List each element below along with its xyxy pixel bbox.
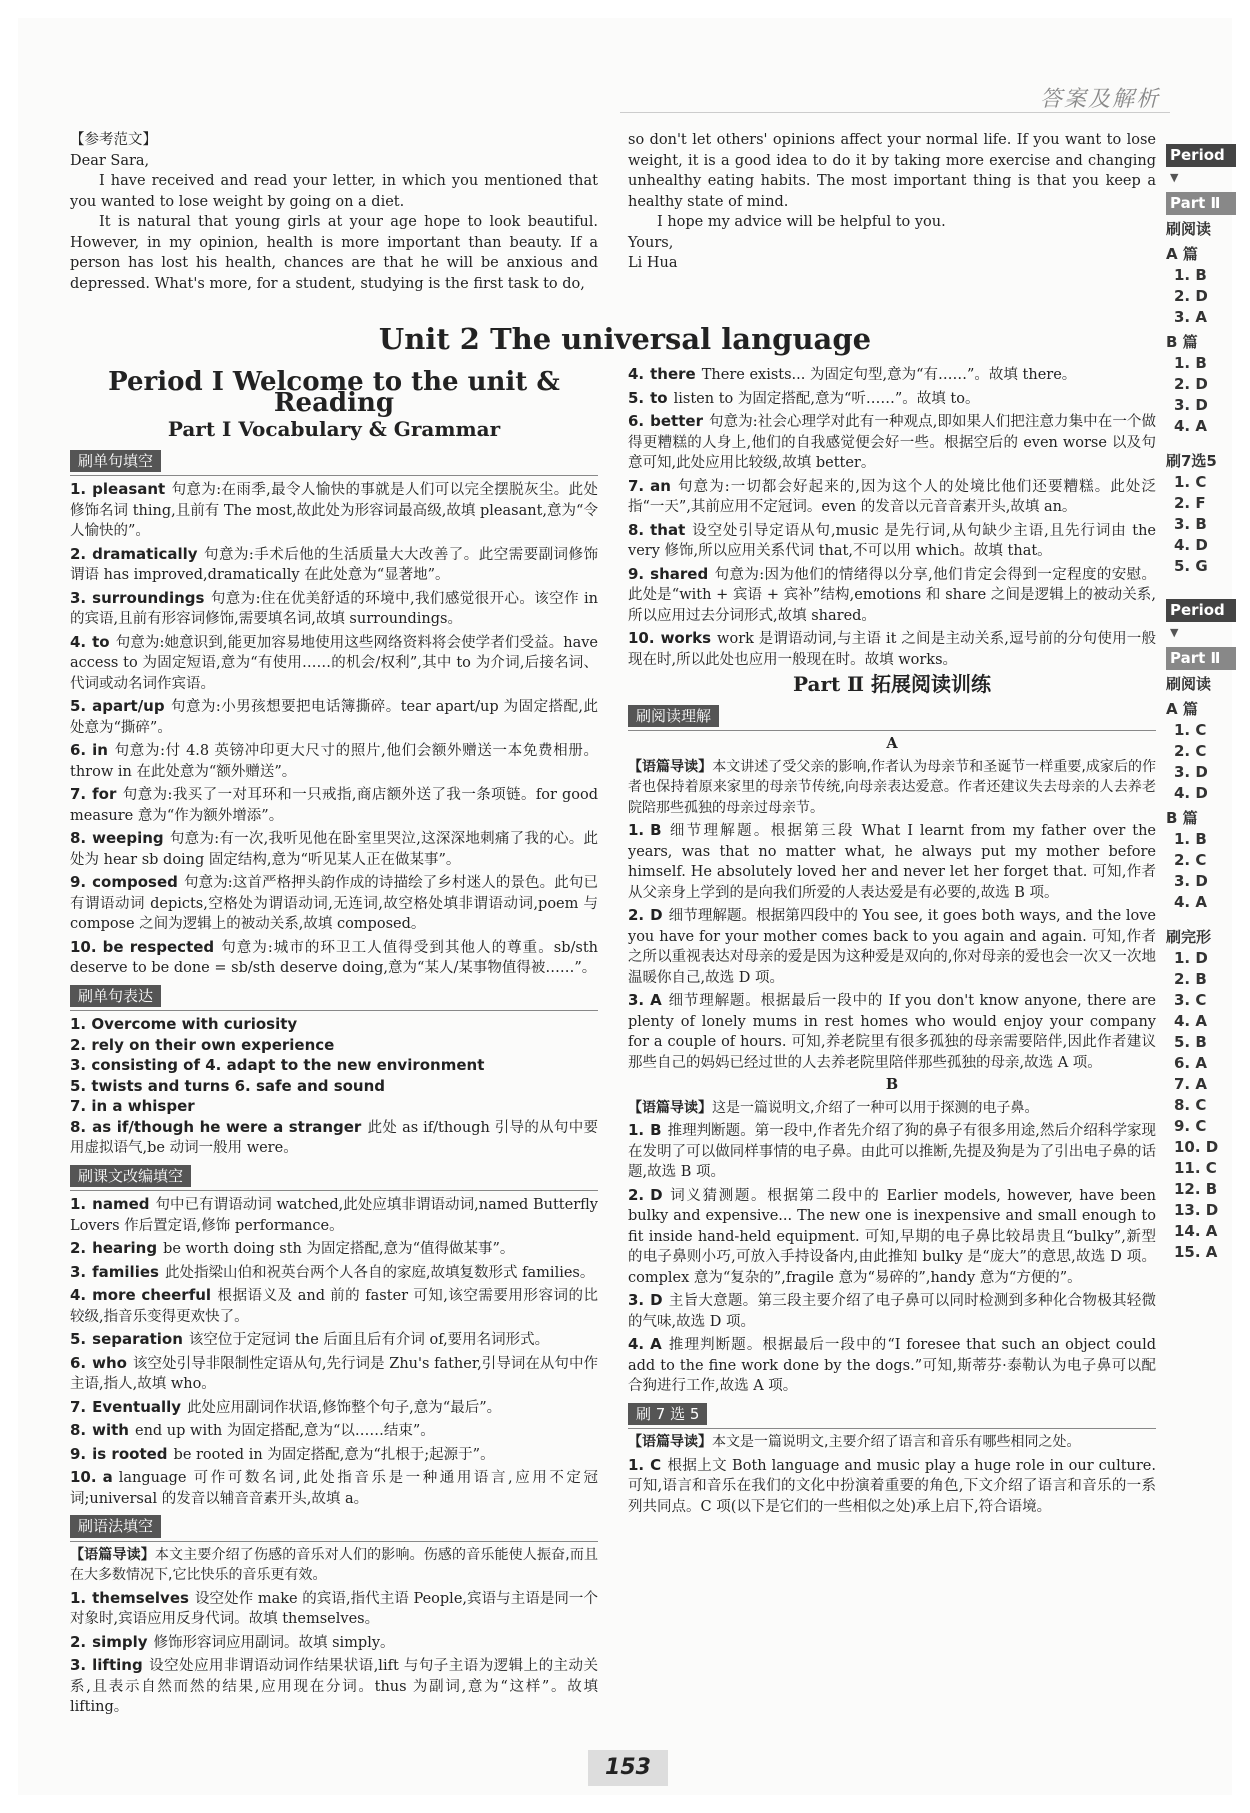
sidebar-heading: 刷7选5 xyxy=(1166,452,1217,470)
sidebar-item: 5. G xyxy=(1174,557,1208,575)
sidebar-item: 13. D xyxy=(1174,1201,1219,1219)
list-item: 3. surroundings 句意为:住在优美舒适的环境中,我们感觉很开心。该空作 in 的宾语,且前有形容词修饰,需要填名词,故填 surroundings。 xyxy=(70,588,598,627)
sidebar-item: 12. B xyxy=(1174,1180,1218,1198)
page-number: 153 xyxy=(588,1750,668,1786)
list-item: 2. hearing be worth doing sth 为固定搭配,意为“值得做某事”。 xyxy=(70,1239,515,1257)
right-column xyxy=(628,364,1156,1519)
list-item: 10. be respected 句意为:城市的环卫工人值得受到其他人的尊重。sb/sth deserve to be done = sb/sth deserve doing,意为“某人/某事物值得被……”。 xyxy=(70,937,598,976)
fill-words-list xyxy=(70,479,598,979)
sidebar-heading: 刷阅读 xyxy=(1166,675,1212,693)
sidebar-item: 2. D xyxy=(1174,287,1208,305)
list-item: 3. lifting 设空处应用非谓语动词作结果状语,lift 与句子主语为逻辑上的主动关系,且表示自然而然的结果,应用现在分词。thus 为副词,意为“这样”。故填 lifting。 xyxy=(70,1656,598,1715)
list-item: 8. that 设空处引导定语从句,music 是先行词,从句缺少主语,且先行词由 the very 修饰,所以应用关系代词 that,不可以用 which。故填 that。 xyxy=(628,520,1156,559)
list-item: 2. dramatically 句意为:手术后他的生活质量大大改善了。此空需要副词修饰谓语 has improved,dramatically 在此处意为“显著地”。 xyxy=(70,544,598,583)
section-7of5 xyxy=(628,1399,1156,1430)
list-item: 8. weeping 句意为:有一次,我听见他在卧室里哭泣,这深深地刺痛了我的心。此处为 hear sb doing 固定结构,意为“听见某人正在做某事”。 xyxy=(70,829,598,868)
list-item: 5. to listen to 为固定搭配,意为“听……”。故填 to。 xyxy=(628,388,980,407)
list-item: 6. in 句意为:付 4.8 英镑冲印更大尺寸的照片,他们会额外赠送一本免费相册。throw in 在此处意为“额外赠送”。 xyxy=(70,741,598,780)
sidebar-item: 2. F xyxy=(1174,494,1206,512)
chevron-down-icon: ▼ xyxy=(1170,626,1179,639)
list-item: 4. there There exists... 为固定句型,意为“有……”。故填 there。 xyxy=(628,365,1077,383)
sidebar-period-tag: Period xyxy=(1166,144,1236,167)
list-item: 7. for 句意为:我买了一对耳环和一只戒指,商店额外送了我一条项链。for good measure 意为“作为额外增添”。 xyxy=(70,785,598,824)
section-reading xyxy=(628,701,1156,732)
text-fill-list xyxy=(70,1194,598,1509)
sidebar-period-tag: Period xyxy=(1166,599,1236,622)
section-text-fill xyxy=(70,1161,598,1192)
sidebar-item: 8. C xyxy=(1174,1096,1207,1114)
sidebar-group: A 篇 xyxy=(1166,700,1198,718)
section-sentence xyxy=(70,981,598,1012)
sidebar-item: 2. C xyxy=(1174,851,1207,869)
passage-b-label: B xyxy=(885,1076,899,1093)
sidebar-heading: 刷阅读 xyxy=(1166,220,1212,238)
sidebar-group: B 篇 xyxy=(1166,333,1198,351)
sidebar-part-tag: Part Ⅱ xyxy=(1166,647,1236,670)
grammar-guide: 【语篇导读】本文主要介绍了伤感的音乐对人们的影响。伤感的音乐能使人振奋,而且在大多数情况下,它比快乐的音乐更有效。 xyxy=(70,1546,599,1583)
sidebar-item: 2. C xyxy=(1174,742,1207,760)
list-item: 6. who 该空处引导非限制性定语从句,先行词是 Zhu's father,引导词在从句中作主语,指人,故填 who。 xyxy=(70,1353,598,1392)
sidebar-item: 14. A xyxy=(1174,1222,1218,1240)
sidebar-item: 7. A xyxy=(1174,1075,1207,1093)
part2-title: Part Ⅱ 拓展阅读训练 xyxy=(792,672,992,696)
sidebar-part-tag: Part Ⅱ xyxy=(1166,192,1236,215)
sidebar-item: 10. D xyxy=(1174,1138,1219,1156)
section-label: 刷单句表达 xyxy=(70,985,161,1008)
passage-a-guide: 【语篇导读】本文讲述了受父亲的影响,作者认为母亲节和圣诞节一样重要,成家后的作者也保持着原来家里的母亲节传统,向母亲表达爱意。作者还建议失去母亲的人去养老院陪那些孤独的母亲过母亲节。 xyxy=(628,758,1157,816)
passage-c-guide: 【语篇导读】本文是一篇说明文,主要介绍了语言和音乐有哪些相同之处。 xyxy=(628,1434,1081,1450)
list-item: 3. consisting of 4. adapt to the new environment xyxy=(70,1056,485,1074)
period-title: Period Ⅰ Welcome to the unit & Reading xyxy=(108,367,560,418)
sidebar-item: 11. C xyxy=(1174,1159,1217,1177)
list-item: 5. separation 该空位于定冠词 the 后面且后有介词 of,要用名词形式。 xyxy=(70,1330,550,1348)
header-rule xyxy=(620,112,1170,113)
sidebar-item: 1. B xyxy=(1174,830,1207,848)
sidebar-item: 4. A xyxy=(1174,1012,1207,1030)
section-label: 刷课文改编填空 xyxy=(70,1165,191,1188)
sidebar-item: 3. A xyxy=(1174,308,1207,326)
left-column xyxy=(70,367,599,1720)
sidebar-item: 2. B xyxy=(1174,970,1207,988)
list-item: 2. rely on their own experience xyxy=(70,1035,335,1054)
sidebar-item: 3. D xyxy=(1174,763,1208,781)
sidebar-item: 9. C xyxy=(1174,1117,1207,1135)
section-label: 刷阅读理解 xyxy=(628,705,719,728)
sidebar-item: 6. A xyxy=(1174,1054,1207,1072)
section-label: 刷 7 选 5 xyxy=(628,1403,707,1426)
sidebar-item: 1. B xyxy=(1174,266,1207,284)
list-item: 9. shared 句意为:因为他们的情绪得以分享,他们肯定会得到一定程度的安慰。此处是“with + 宾语 + 宾补”结构,emotions 和 share 之间是逻辑上的被动关系,所以应用过去分词形式,故填 shared。 xyxy=(628,564,1156,624)
section-fill-words xyxy=(70,446,598,477)
chevron-down-icon: ▼ xyxy=(1170,171,1179,184)
sidebar-item: 4. A xyxy=(1174,417,1207,435)
list-item: 1. pleasant 句意为:在雨季,最令人愉快的事就是人们可以完全摆脱灰尘。此处修饰名词 thing,且前有 The most,故此处为形容词最高级,故填 pleasant,意为“令人愉快的”。 xyxy=(70,480,598,539)
sidebar-item: 1. C xyxy=(1174,473,1207,491)
list-item: 4. more cheerful 根据语义及 and 前的 faster 可知,该空需要用形容词的比较级,指音乐变得更欢快了。 xyxy=(70,1286,598,1325)
list-item: 1. Overcome with curiosity xyxy=(70,1015,298,1033)
sidebar-item: 3. C xyxy=(1174,991,1207,1009)
list-item: 3. D 主旨大意题。第三段主要介绍了电子鼻可以同时检测到多种化合物极其轻微的气味,故选 D 项。 xyxy=(628,1291,1156,1330)
letter-p3: so don't let others' opinions affect your normal life. If you want to lose weight, it is a good idea to do it by taking more exercise and changing unhealthy eating habits. The most important thing is that you keep a healthy state of mind. xyxy=(628,132,1156,210)
list-item: 2. simply 修饰形容词应用副词。故填 simply。 xyxy=(70,1632,395,1651)
section-label: 刷单句填空 xyxy=(70,450,161,473)
list-item: 2. D 细节理解题。根据第四段中的 You see, it goes both ways, and the love you have for your mother comes back to you again and again. 可知,作者之所以重视表达对母亲的爱是因为这种爱是双向的,你对母亲的爱也会一次又一次地温暖你自己,故选 D 项。 xyxy=(628,906,1156,986)
list-item: 5. twists and turns 6. safe and sound xyxy=(70,1076,386,1095)
list-item: 7. Eventually 此处应用副词作状语,修饰整个句子,意为“最后”。 xyxy=(70,1397,502,1416)
list-item: 7. an 句意为:一切都会好起来的,因为这个人的处境比他们还要糟糕。此处泛指“一天”,其前应用不定冠词。even 的发音以元音音素开头,故填 an。 xyxy=(628,476,1156,515)
sidebar-group: B 篇 xyxy=(1166,809,1198,827)
list-item: 9. is rooted be rooted in 为固定搭配,意为“扎根于;起源于”。 xyxy=(70,1444,495,1463)
sidebar-item: 5. B xyxy=(1174,1033,1207,1051)
letter-right xyxy=(628,130,1156,274)
list-item: 10. a language 可作可数名词,此处指音乐是一种通用语言,应用不定冠词;universal 的发音以辅音音素开头,故填 a。 xyxy=(70,1468,598,1507)
sidebar-item: 15. A xyxy=(1174,1243,1218,1261)
list-item: 9. composed 句意为:这首严格押头韵作成的诗描绘了乡村迷人的景色。此句已有谓语动词 depicts,空格处为谓语动词,无连词,故空格处填非谓语动词,poem 与 compose 之间为逻辑上的被动关系,故填 composed。 xyxy=(70,873,598,932)
letter-p2: It is natural that young girls at your age hope to look beautiful. However, in my opinion, health is more important than beauty. If a person has lost his health, chances are that he will be anxious and depressed. What's more, for a student, studying is the first task to do, xyxy=(70,214,598,292)
letter-p1: I have received and read your letter, in which you mentioned that you wanted to lose weight by going on a diet. xyxy=(70,173,598,210)
list-item: 3. families 此处指梁山伯和祝英台两个人各自的家庭,故填复数形式 families。 xyxy=(70,1262,595,1281)
list-item: 4. to 句意为:她意识到,能更加容易地使用这些网络资料将会使学者们受益。have access to 为固定短语,意为“有使用……的机会/权利”,其中 to 为介词,后接名词、代词或动名词作宾语。 xyxy=(70,632,598,692)
letter-greeting: Dear Sara, xyxy=(70,152,150,169)
list-item: 1. B 推理判断题。第一段中,作者先介绍了狗的鼻子有很多用途,然后介绍科学家现在发明了可以做同样事情的电子鼻。由此可以推断,先提及狗是为了引出电子鼻的话题,故选 B 项。 xyxy=(628,1121,1156,1180)
sidebar-item: 1. C xyxy=(1174,721,1207,739)
passage-b-guide: 【语篇导读】这是一篇说明文,介绍了一种可以用于探测的电子鼻。 xyxy=(628,1099,1039,1116)
list-item: 8. as if/though he were a stranger 此处 as if/though 引导的从句中要用虚拟语气,be 动词一般用 were。 xyxy=(70,1117,598,1156)
header-title: 答案及解析 xyxy=(1039,87,1160,112)
letter-p4: I hope my advice will be helpful to you. xyxy=(657,214,946,230)
sidebar-item: 4. D xyxy=(1174,536,1208,554)
letter-name: Li Hua xyxy=(628,255,678,271)
sentence-list xyxy=(70,1014,598,1159)
letter-label: 【参考范文】 xyxy=(70,132,157,148)
list-item: 1. themselves 设空处作 make 的宾语,指代主语 People,宾语与主语是同一个对象时,宾语应用反身代词。故填 themselves。 xyxy=(70,1588,598,1627)
grammar-left-list xyxy=(70,1588,598,1718)
list-item: 3. A 细节理解题。根据最后一段中的 If you don't know anyone, there are plenty of lonely mums in rest homes who would enjoy your company for a couple of hours. 可知,养老院里有很多孤独的母亲需要陪伴,因此作者建议那些自己的妈妈已经过世的人去养老院里陪伴那些孤独的母亲,故选 A 项。 xyxy=(628,991,1156,1071)
list-item: 2. D 词义猜测题。根据第二段中的 Earlier models, however, have been bulky and expensive... The new one is inexpensive and small enough to fit inside hand-held equipment. 可知,早期的电子鼻比较昂贵且“bulky”,新型的电子鼻则小巧,可放入手持设备内,由此推知 bulky 是“庞大”的意思,故选 D 项。complex 意为“复杂的”,fragile 意为“易碎的”,handy 意为“方便的”。 xyxy=(628,1185,1156,1286)
list-item: 7. in a whisper xyxy=(70,1097,195,1115)
list-item: 1. B 细节理解题。根据第三段 What I learnt from my father over the years, was that no matter what, he always put my mother before himself. He absolutely loved her and never let her forget that. 可知,作者从父亲身上学到的是向我们所爱的人表达爱是有必要的,故选 B 项。 xyxy=(628,821,1156,901)
answer-sidebar xyxy=(1166,140,1236,1263)
part1-title: Part Ⅰ Vocabulary & Grammar xyxy=(167,417,501,441)
list-item: 10. works work 是谓语动词,与主语 it 之间是主动关系,逗号前的分句使用一般现在时,所以此处也应用一般现在时。故填 works。 xyxy=(628,629,1156,668)
list-item: 1. C 根据上文 Both language and music play a huge role in our culture. 可知,语言和音乐在我们的文化中扮演着重要的角色,下文介绍了语言和音乐的一系列共同点。C 项(以下是它们的一些相似之处)承上启下,符合语境。 xyxy=(628,1455,1156,1515)
sidebar-group: A 篇 xyxy=(1166,245,1198,263)
list-item: 4. A 推理判断题。根据最后一段中的“I foresee that such an object could add to the fine work done by the dogs.”可知,斯蒂芬·泰勒认为电子鼻可以配合狗进行工作,故选 A 项。 xyxy=(628,1335,1156,1394)
list-item: 5. apart/up 句意为:小男孩想要把电话簿撕碎。tear apart/up 为固定搭配,此处意为“撕碎”。 xyxy=(70,697,598,736)
letter-left xyxy=(70,130,598,294)
sidebar-item: 3. B xyxy=(1174,515,1207,533)
sidebar-item: 2. D xyxy=(1174,375,1208,393)
sidebar-item: 1. B xyxy=(1174,354,1207,372)
passage-a-label: A xyxy=(886,735,898,752)
list-item: 6. better 句意为:社会心理学对此有一种观点,即如果人们把注意力集中在一个做得更糟糕的人身上,他们的自我感觉便会好一些。根据空后的 even worse 以及句意可知,此处应用比较级,故填 better。 xyxy=(628,412,1156,471)
sidebar-item: 3. D xyxy=(1174,872,1208,890)
list-item: 8. with end up with 为固定搭配,意为“以……结束”。 xyxy=(70,1421,435,1439)
sidebar-heading: 刷完形 xyxy=(1166,928,1212,946)
section-grammar xyxy=(70,1511,598,1542)
sidebar-item: 4. A xyxy=(1174,893,1207,911)
unit-title: Unit 2 The universal language xyxy=(378,322,872,356)
letter-closing: Yours, xyxy=(628,234,674,251)
section-label: 刷语法填空 xyxy=(70,1515,161,1538)
sidebar-item: 4. D xyxy=(1174,784,1208,802)
grammar-right-list xyxy=(628,364,1156,670)
list-item: 1. named 句中已有谓语动词 watched,此处应填非谓语动词,named Butterfly Lovers 作后置定语,修饰 performance。 xyxy=(70,1195,598,1234)
sidebar-item: 3. D xyxy=(1174,396,1208,414)
sidebar-item: 1. D xyxy=(1174,949,1208,967)
